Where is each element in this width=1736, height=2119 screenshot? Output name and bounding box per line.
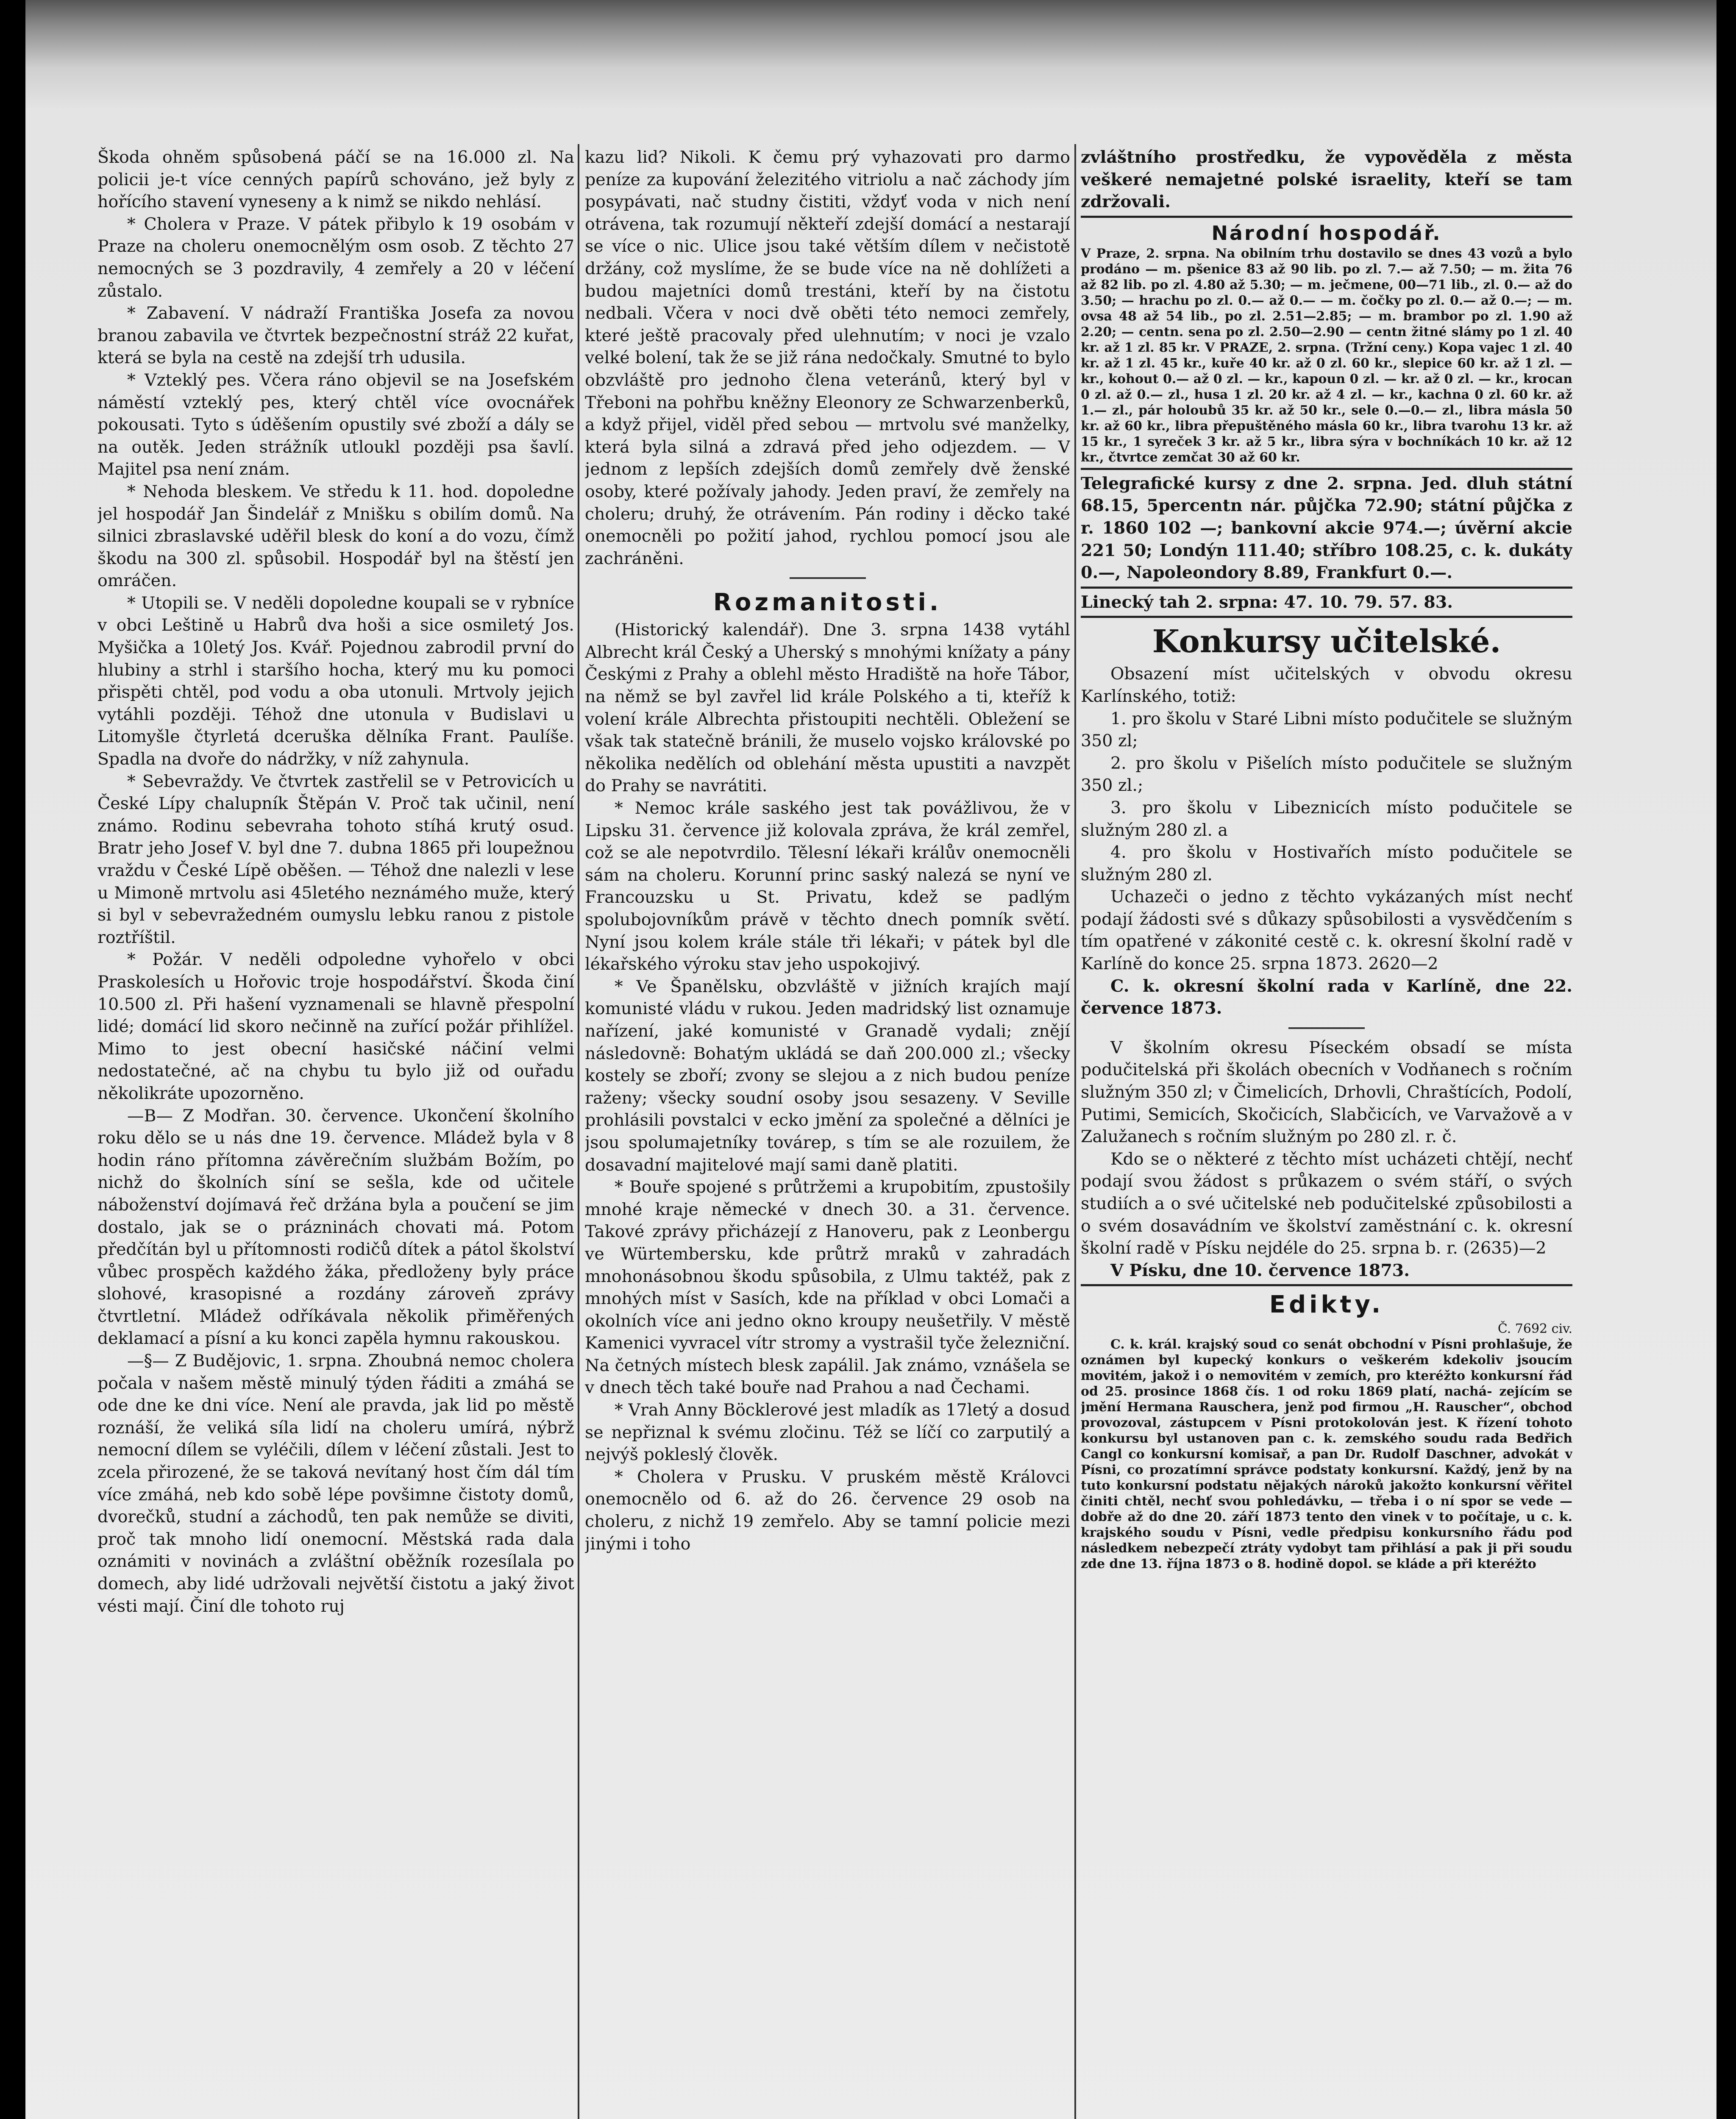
article-suicides: * Sebevraždy. Ve čtvrtek zastřelil se v Petrovicích u České Lípy chalupník Štěpán V. Proč tak učinil, není známo. Rodinu sebevraha tohoto stíhá krutý osud. Bratr jeho Josef V. byl dne 7. dubna 1865 při loupežnou vraždu v České Lípě oběšen. — Téhož dne nalezli v lese u Mimoně mrtvolu asi 45letého neznámého muže, který si byl v sebevražedném oumyslu lebku ranou z pistole roztříštil. [97, 771, 574, 947]
article-fire: * Požár. V neděli odpoledne vyhořelo v obci Praskolesích u Hořovic troje hospodářství. Škoda činí 10.500 zl. Při hašení vyznamenali se hlavně přespolní lidé; domácí lid skoro nečinně na zuřící požár přihlížel. Mimo to jest obecní hasičské náčiní velmi nedostatečné, ač na chybu tu bylo již od ouřadu několikráte upozorněno. [97, 950, 574, 1103]
column-1 [97, 146, 574, 1617]
konkurs-text: 1. pro školu v Staré Libni místo podučitele se služným 350 zl; [1081, 709, 1572, 751]
section-rule [1081, 616, 1572, 618]
column-divider [1074, 144, 1076, 2119]
konkurs-text: V školním okresu Píseckém obsadí se místa podučitelská při školách obecních v Vodňanech s ročním služným 350 zl; v Čimelicích, Drhovli, Chraštících, Podolí, Putimi, Semicích, Skočicích, Slabčicích, ve Varvažově a v Zalužanech s ročním služným po 280 zl. r. č. [1081, 1037, 1572, 1147]
section-heading-miscellany: Rozmanitosti. [713, 589, 942, 617]
article-confiscation: * Zabavení. V nádraží Františka Josefa za novou branou zabavila ve čtvrtek bezpečnostní stráž 22 kuřat, která se byla na cestě na zdejší trh udusila. [97, 303, 574, 368]
edict-text: C. k. král. krajský soud co senát obchodní v Písni prohlašuje, že oznámen byl kupecký konkurs o veškerém kdekoliv jsoucím movitém, jakož i o nemovitém v zemích, pro kteréžto konkursní řád od 25. prosince 1868 čís. 1 od roku 1869 platí, nachá- zejícím se jmění Hermana Rauschera, jenž pod firmou „H. Rauscher“, obchod provozoval, zástupcem v Písni protokolován jest. K řízení tohoto konkursu byl ustanoven pan c. k. zemského soudu rada Bedřich Cangl co konkursní komisař, a pan Dr. Rudolf Daschner, advokát v Písni, co prozatímní správce podstaty konkursní. Každý, jenž by na tuto konkursní podstatu nějakých nároků jakožto konkursní věřitel činiti chtěl, nechť svou pohledávku, — třeba i o ní spor se vede — dobře až do dne 20. září 1873 tento den vinek v to počítaje, u c. k. krajského soudu v Písni, vedle předpisu konkursního řádu pod následkem nebezpečí ztráty vydobyt tam přihlásí a pak ji při soudu zde dne 13. října 1873 o 8. hodině dopol. se kláde a při kteréžto [1081, 1337, 1572, 1572]
section-rule [1081, 216, 1572, 218]
edict-number: Č. 7692 civ. [1497, 1321, 1572, 1337]
article-spain: * Ve Španělsku, obzvláště v jižních krajích mají komunisté vládu v rukou. Jeden madridský list oznamuje nařízení, jaké komunisté v Granadě vydali; znějí následovně: Bohatým ukládá se daň 200.000 zl.; všecky kostely se zboří; zvony se slejou a z nich budou peníze raženy; všecky soudní osoby jsou sesazeny. V Seville prohlásili povstalci v ecko jmění za společné a dělníci je jsou spolumajetníky továrep, s tím se ale rozuilem, že dosavadní majitelové mají sami daně platiti. [585, 976, 1070, 1175]
article-continued: kazu lid? Nikoli. K čemu prý vyhazovati pro darmo peníze za kupování železitého vitriolu a nač záchody jím posypávati, nač studny čistiti, vždyť voda v nich není otrávena, tak rozumují někteří zdejší domácí a nestarají se více o nic. Ulice jsou také větším dílem v nečistotě držány, což myslíme, že se bude více na ně dohlížeti a budou majetníci domů trestáni, kteří by na čistotu nedbali. Včera v noci dvě oběti této nemoci zemřely, které ještě pracovaly před ulehnutím; v noci je vzalo velké bolení, tak že se již rána nedočkaly. Smutné to bylo obzvláště pro jednoho člena veteránů, který byl v Třeboni na pohřbu kněžny Eleonory ze Schwarzenberků, a když přijel, viděl před sebou — mrtvolu své manželky, která byla silná a zdravá před jeho odjezdem. — V jednom z lepších zdejších domů zemřely dvě ženské osoby, které požívaly jahody. Jeden praví, že zemřely na choleru; druhý, že otrávením. Pán rodiny i děcko také onemocněli po požití jahod, rychlou pomocí jsou ale zachráněni. [585, 147, 1070, 568]
column-divider [578, 144, 579, 2119]
section-rule [790, 577, 866, 579]
section-heading-edicts: Edikty. [1269, 1291, 1384, 1319]
section-rule [1081, 1284, 1572, 1286]
section-rule [1081, 587, 1572, 589]
konkurs-signature: V Písku, dne 10. července 1873. [1110, 1260, 1410, 1280]
konkurs-signature: C. k. okresní školní rada v Karlíně, dne 22. července 1873. [1081, 976, 1572, 1018]
article-storms: * Bouře spojené s průtržemi a krupobitím, zpustošily mnohé kraje německé v dnech 30. a 31. července. Takové zprávy přicházejí z Hanoveru, pak z Leonbergu ve Würtembersku, kde průtrž mraků v zahradách mnohonásobnou škodu spůsobila, z Ulmu taktéž, pak z mnohých míst v Sasích, kde na příklad v obci Lomači a okolních více ani jedno okno kroupy neušetřily. V městě Kamenici vyvracel vítr stromy a vystrašil tyče železniční. Na četných místech blesk zapálil. Jak známo, vznášela se v dnech těch také bouře nad Prahou a nad Čechami. [585, 1177, 1070, 1398]
section-heading-teacher-competitions: Konkursy učitelské. [1152, 623, 1501, 660]
article-lightning: * Nehoda bleskem. Ve středu k 11. hod. dopoledne jel hospodář Jan Šindelář z Mnišku s obilím domů. Na silnici zbraslavské uděřil blesk do koní a do vozu, čímž škodu na 300 zl. spůsobil. Hospodář byl na štěstí jen omráčen. [97, 481, 574, 591]
article-drowning: * Utopili se. V neděli dopoledne koupali se v rybníce v obci Leštině u Habrů dva hoši a sice osmiletý Jos. Myšička a 10letý Jos. Kvář. Pojednou zabrodil první do hlubiny a strhl i staršího hocha, který mu ku pomoci přispěti chtěl, pod vodu a oba utonuli. Mrtvoly jejich vytáhli později. Téhož dne utonula v Budislavi u Litomyšle čtyrletá dceruška dělníka Frant. Paulíše. Spadla na dvoře do nádržky, v níž zahynula. [97, 593, 574, 769]
article-continued-top: zvláštního prostředku, že vypověděla z města veškeré nemajetné polské israelity, kteří se tam zdržovali. [1081, 147, 1572, 212]
section-rule [1081, 468, 1572, 470]
konkurs-text: 4. pro školu v Hostivařích místo podučitele se služným 280 zl. [1081, 843, 1572, 884]
newspaper-page [25, 0, 1717, 2119]
konkurs-text: Obsazení míst učitelských v obvodu okresu Karlínského, totiž: [1081, 664, 1572, 706]
lottery-draw: Linecký tah 2. srpna: 47. 10. 79. 57. 83. [1081, 592, 1453, 612]
column-3 [1081, 146, 1572, 1572]
article-rabid-dog: * Vzteklý pes. Včera ráno objevil se na Josefském náměstí vzteklý pes, který chtěl více ovocnářek pokousati. Tyto s úděšením opustily své zboží a dály se na outěk. Jeden strážník utloukl později psa šavlí. Majitel psa není znám. [97, 370, 574, 479]
article-cholera-prague: * Cholera v Praze. V pátek přibylo k 19 osobám v Praze na choleru onemocnělým osm osob. Z těchto 27 nemocných se 3 pozdravily, 4 zemřely a 20 v léčení zůstalo. [97, 214, 574, 301]
konkurs-text: 2. pro školu v Pišelích místo podučitele se služným 350 zl.; [1081, 753, 1572, 795]
telegraph-rates: Telegrafické kursy z dne 2. srpna. Jed. dluh státní 68.15, 5percentn nár. půjčka 72.90; státní půjčka z r. 1860 102 —; bankovní akcie 974.—; úvěrní akcie 221 50; Londýn 111.40; stříbro 108.25, c. k. dukáty 0.—, Napoleondory 8.89, Frankfurt 0.—. [1081, 473, 1572, 583]
article-historical-calendar: (Historický kalendář). Dne 3. srpna 1438 vytáhl Albrecht král Český a Uherský s mnohými knížaty a pány Českými z Prahy a oblehl město Hradiště na hoře Tábor, na němž se byl zavřel lid krále Polského a ti, kteříž k volení krále Albrechta přistoupiti nechtěli. Obležení se však tak statečně bránili, že muselo vojsko královské po několika nedělích od oblehání města upustiti a navzpět do Prahy se navrátiti. [585, 620, 1070, 796]
article-modrany: —B— Z Modřan. 30. července. Ukončení školního roku dělo se u nás dne 19. července. Mládež byla v 8 hodin ráno přítomna závěrečním službám Božím, po nichž do školních síní se sešla, kde od učitele náboženství dojímavá řeč držána byla a poučení se jim dostalo, jak se o prázninách chovati má. Potom předčítán byl u přítomnosti rodičů dítek a pátol školství vůbec prospěch každého žáka, předloženy byly práce slohové, krasopisné a rozdány zároveň zprávy čtvrtletní. Mládež odříkávala několik přiměřených deklamací a písní a ku konci zapěla hymnu rakouskou. [97, 1106, 574, 1349]
article-murderer: * Vrah Anny Böcklerové jest mladík as 17letý a dosud se nepřiznal k svému zločinu. Též se líčí co zarputilý a nejvýš pokleslý člověk. [585, 1400, 1070, 1465]
article-budejovice: —§— Z Budějovic, 1. srpna. Zhoubná nemoc cholera počala v našem městě minulý týden řáditi a zmáhá se ode dne ke dni více. Není ale pravda, jak lid po městě roznáší, že veliká síla lidí na choleru umírá, nýbrž nemocní dílem se vyléčili, dílem v léčení zůstali. Jest to zcela přirozené, že se taková nevítaný host čím dál tím více zmáhá, neb kdo sobě lépe povšimne čistoty domů, dvorečků, studní a záchodů, ten pak nemůže se diviti, proč tak mnoho lidí onemocní. Městská rada dala oznámiti v novinách a zvláštní oběžník rozesílala po domech, aby lidé udržovali největší čistotu a jaký život vésti mají. Činí dle tohoto ruj [97, 1351, 574, 1616]
article-saxon-king: * Nemoc krále saského jest tak povážlivou, že v Lipsku 31. července již kolovala zpráva, že král zemřel, což se ale nepotvrdilo. Tělesní lékaři králův onemocněli sám na choleru. Korunní princ saský nalezá se nyní ve Francouzsku u St. Privatu, kdež se padlým spolubojovníkům právě v těchto dnech pomník světí. Nyní jsou kolem krále stále tři lékaři; v pátek byl dle lékařského výroku stav jeho uspokojivý. [585, 798, 1070, 974]
section-heading-economy: Národní hospodář. [1211, 221, 1442, 245]
konkurs-text: Uchazeči o jedno z těchto vykázaných míst nechť podají žádosti své s důkazy spůsobilosti a vysvědčením s tím opatřené v zákonité cestě c. k. okresní školní radě v Karlíně do konce 25. srpna 1873. 2620—2 [1081, 887, 1572, 974]
column-2 [585, 146, 1070, 1555]
konkurs-text: 3. pro školu v Libeznicích místo podučitele se služným 280 zl. a [1081, 798, 1572, 840]
konkurs-text: Kdo se o některé z těchto míst ucházeti chtějí, nechť podají svou žádost s průkazem o svém stáří, o svých studiích a o své učitelské neb podučitelské způsobilosti a o svém dosavádním ve školství zaměstnání c. k. okresní školní radě v Písku nejdéle do 25. srpna b. r. (2635)—2 [1081, 1149, 1572, 1258]
article-fire-damage: Škoda ohněm spůsobená páčí se na 16.000 zl. Na policii je-t více cenných papírů schováno, jež byly z hořícího stavení vyneseny a k nimž se nikdo nehlásí. [97, 147, 574, 212]
article-cholera-prussia: * Cholera v Prusku. V pruském městě Královci onemocnělo od 6. až do 26. července 29 osob na choleru, z nichž 19 zemřelo. Aby se tamní policie mezi jinými i toho [585, 1467, 1070, 1554]
section-rule [1288, 1027, 1365, 1029]
market-prices: V Praze, 2. srpna. Na obilním trhu dostavilo se dnes 43 vozů a bylo prodáno — m. pšenice 83 až 90 lib. po zl. 7.— až 7.50; — m. žita 76 až 82 lib. po zl. 4.80 až 5.30; — m. ječmene, 00—71 lib., zl. 0.— až do 3.50; — hrachu po zl. 0.— až 0.— — m. čočky po zl. 0.— až 0.—; — m. ovsa 48 až 54 lib., po zl. 2.51—2.85; — m. brambor po zl. 1.90 až 2.20; — centn. sena po zl. 2.50—2.90 — centn žitné slámy po 1 zl. 40 kr. až 1 zl. 85 kr. V PRAZE, 2. srpna. (Tržní ceny.) Kopa vajec 1 zl. 40 kr. až 1 zl. 45 kr., kuře 40 kr. až 0 zl. 60 kr., slepice 60 kr. až 1 zl. — kr., kohout 0.— až 0 zl. — kr., kapoun 0 zl. — kr. až 0 zl. — kr., krocan 0 zl. až 0.— zl., husa 1 zl. 20 kr. až 4 zl. — kr., kachna 0 zl. 60 kr. až 1.— zl., pár holoubů 35 kr. až 50 kr., sele 0.—0.— zl., libra másla 50 kr. až 60 kr., libra přepuštěného másla 60 kr., libra tvarohu 13 kr. až 15 kr., 1 syreček 3 kr. až 5 kr., libra sýra v bochníkách 10 kr. až 12 kr., čtvrtce zemčat 30 až 60 kr. [1081, 246, 1572, 465]
